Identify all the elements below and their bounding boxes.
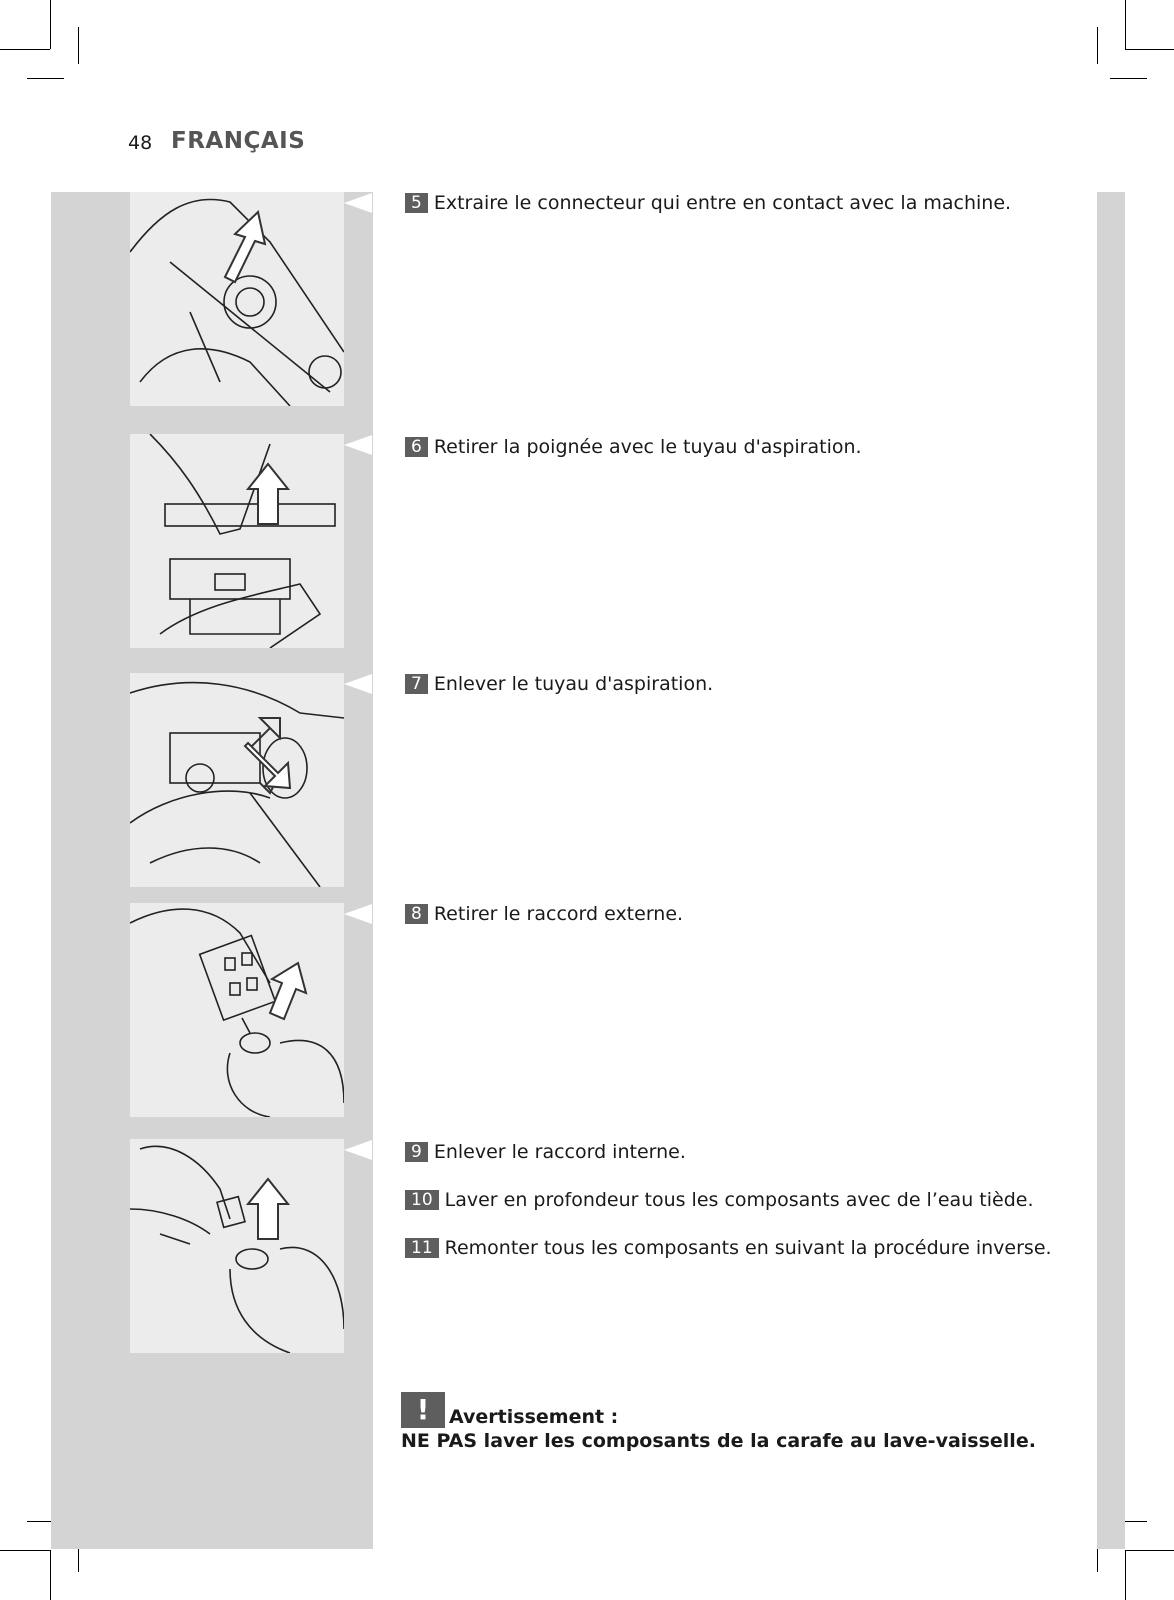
step-9 bbox=[405, 1141, 686, 1163]
step-10 bbox=[405, 1189, 1034, 1211]
crop-mark bbox=[1125, 49, 1174, 50]
step-text: Retirer le raccord externe. bbox=[433, 903, 684, 925]
step-number-badge: 11 bbox=[405, 1238, 439, 1258]
warning-title: Avertissement : bbox=[449, 1406, 619, 1428]
step-pointer bbox=[344, 435, 372, 455]
step-number-badge: 10 bbox=[405, 1190, 439, 1210]
step-pointer bbox=[344, 904, 372, 924]
crop-mark bbox=[0, 49, 50, 50]
section-title: FRANÇAIS bbox=[171, 128, 306, 154]
hand-lifting-handle-icon bbox=[130, 434, 344, 648]
illustration-step-9 bbox=[130, 1139, 344, 1353]
step-7 bbox=[405, 673, 713, 695]
illustration-step-7 bbox=[130, 673, 344, 887]
step-pointer bbox=[344, 193, 372, 213]
crop-mark bbox=[50, 1550, 51, 1600]
crop-mark bbox=[1125, 1550, 1174, 1551]
hands-removing-external-fitting-icon bbox=[130, 903, 344, 1117]
crop-mark bbox=[1110, 78, 1147, 79]
step-text: Enlever le tuyau d'aspiration. bbox=[433, 673, 714, 695]
warning-text: NE PAS laver les composants de la carafe au lave-vaisselle. bbox=[401, 1430, 1036, 1452]
right-margin-band bbox=[1097, 192, 1125, 1549]
hands-removing-hose-icon bbox=[130, 673, 344, 887]
illustration-step-5 bbox=[130, 192, 344, 406]
step-number-badge: 7 bbox=[405, 674, 428, 694]
crop-mark bbox=[1125, 1550, 1126, 1600]
crop-mark bbox=[0, 1550, 50, 1551]
step-text: Remonter tous les composants en suivant la procédure inverse. bbox=[444, 1237, 1052, 1259]
crop-mark bbox=[78, 27, 79, 64]
crop-mark bbox=[50, 0, 51, 49]
hands-extracting-connector-icon bbox=[130, 192, 344, 406]
hands-removing-internal-fitting-icon bbox=[130, 1139, 344, 1353]
step-number-badge: 8 bbox=[405, 904, 428, 924]
crop-mark bbox=[1097, 27, 1098, 64]
step-text: Enlever le raccord interne. bbox=[433, 1141, 686, 1163]
illustration-step-8 bbox=[130, 903, 344, 1117]
crop-mark bbox=[1125, 0, 1126, 49]
step-number-badge: 9 bbox=[405, 1142, 428, 1162]
step-pointer bbox=[344, 674, 372, 694]
step-8 bbox=[405, 903, 683, 925]
step-pointer bbox=[344, 1140, 372, 1160]
warning-icon: ! bbox=[401, 1392, 445, 1428]
step-11 bbox=[405, 1237, 1052, 1259]
step-5 bbox=[405, 192, 1011, 214]
warning-header bbox=[401, 1392, 618, 1428]
page-number: 48 bbox=[128, 132, 153, 154]
step-text: Extraire le connecteur qui entre en contact avec la machine. bbox=[433, 192, 1012, 214]
step-text: Retirer la poignée avec le tuyau d'aspiration. bbox=[433, 436, 862, 458]
crop-mark bbox=[27, 78, 64, 79]
step-6 bbox=[405, 436, 862, 458]
step-number-badge: 6 bbox=[405, 437, 428, 457]
step-number-badge: 5 bbox=[405, 193, 428, 213]
illustration-step-6 bbox=[130, 434, 344, 648]
step-text: Laver en profondeur tous les composants avec de l’eau tiède. bbox=[444, 1189, 1034, 1211]
